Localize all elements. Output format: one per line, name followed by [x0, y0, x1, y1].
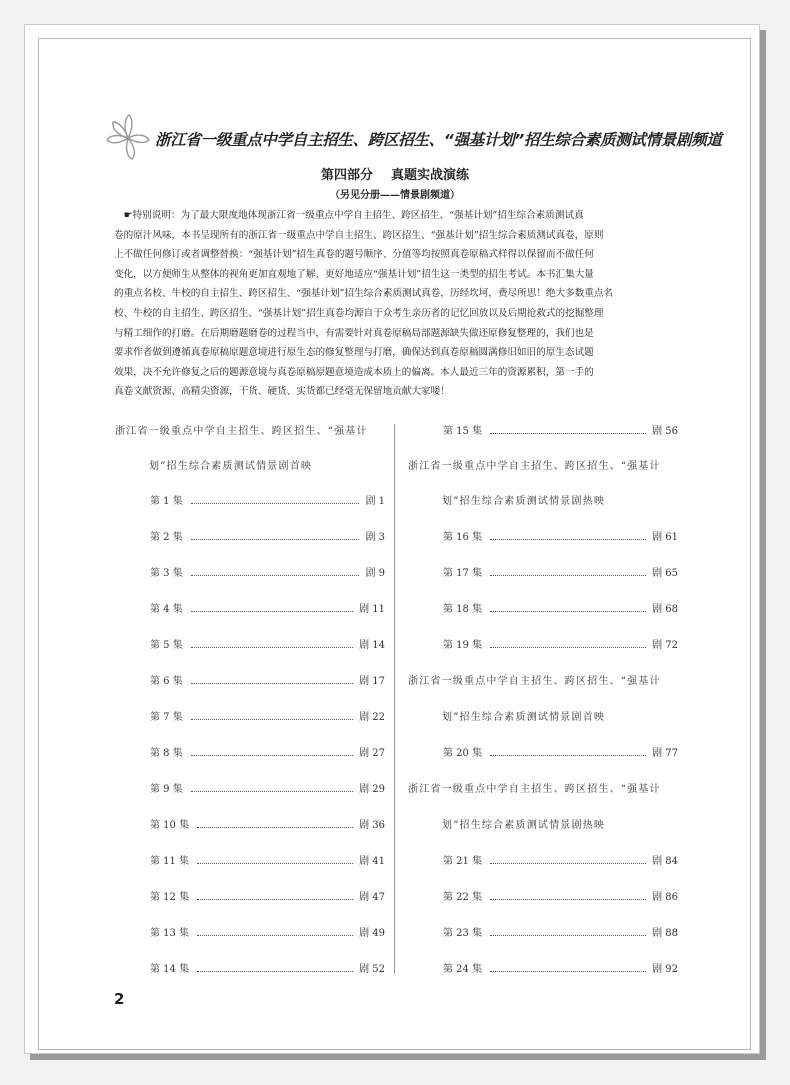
main-title: 浙江省一级重点中学自主招生、跨区招生、“强基计划”招生综合素质测试情景剧频道: [155, 131, 722, 149]
intro-line: 的重点名校、牛校的自主招生、跨区招生、“强基计划”招生综合素质测试真卷，历经坎坷，费尽所思！绝大多数重点名: [114, 288, 614, 300]
toc-section-heading: 划”招生综合素质测试情景剧热映: [442, 820, 606, 831]
toc-entry[interactable]: 第 14 集 剧 52: [150, 964, 385, 975]
toc-section-heading: 划”招生综合素质测试情景剧热映: [442, 496, 606, 507]
page-number: 2: [114, 990, 125, 1008]
toc-entry[interactable]: 第 13 集 剧 49: [150, 928, 385, 939]
toc-entry[interactable]: 第 18 集 剧 68: [443, 604, 678, 615]
toc-entry[interactable]: 第 12 集 剧 47: [150, 892, 385, 903]
toc-entry[interactable]: 第 8 集 剧 27: [150, 748, 385, 759]
intro-line: 上不做任何修订或者调整替换：“强基计划”招生真卷的题号顺序、分值等均按照真卷原稿式样得以保留而不做任何: [114, 249, 594, 261]
toc-entry[interactable]: 第 2 集 剧 3: [150, 532, 385, 543]
flower-icon: [103, 113, 153, 163]
intro-line: 要求作者做到遵循真卷原稿原题意境进行原生态的修复整理与打磨，确保达到真卷原稿圆满修旧如旧的原生态试题: [114, 347, 594, 359]
toc-section-heading: 浙江省一级重点中学自主招生、跨区招生、“强基计: [408, 676, 661, 687]
part-title: 第四部分 真题实战演练: [320, 168, 470, 183]
toc-entry[interactable]: 第 7 集 剧 22: [150, 712, 385, 723]
toc-section-heading: 浙江省一级重点中学自主招生、跨区招生、“强基计: [408, 461, 661, 472]
toc-section-heading: 划”招生综合素质测试情景剧首映: [442, 712, 606, 723]
toc-entry[interactable]: 第 19 集 剧 72: [443, 640, 678, 651]
toc-divider: [394, 424, 395, 974]
toc-entry[interactable]: 第 5 集 剧 14: [150, 640, 385, 651]
intro-line: 与精工细作的打磨。在后期磨题磨卷的过程当中，有需要针对真卷原稿局部题源缺失做还原修复整理的，我们也是: [114, 327, 594, 339]
toc-entry[interactable]: 第 20 集 剧 77: [443, 748, 678, 759]
toc-entry[interactable]: 第 23 集 剧 88: [443, 928, 678, 939]
intro-paragraph: [114, 206, 677, 402]
toc-section-heading: 浙江省一级重点中学自主招生、跨区招生、“强基计: [408, 784, 661, 795]
toc-entry[interactable]: 第 4 集 剧 11: [150, 604, 385, 615]
toc-entry[interactable]: 第 1 集 剧 1: [150, 496, 385, 507]
intro-line: ☛特别说明：为了最大限度地体现浙江省一级重点中学自主招生、跨区招生、“强基计划”招生综合素质测试真: [123, 210, 584, 221]
intro-line: 效果，决不允许修复之后的题源意境与真卷原稿原题意境造成本质上的偏离。本人最近三年的资源累积，第一手的: [114, 366, 594, 378]
toc-entry[interactable]: 第 11 集 剧 41: [150, 856, 385, 867]
toc-section-heading: 划”招生综合素质测试情景剧首映: [149, 461, 313, 472]
toc-entry[interactable]: 第 3 集 剧 9: [150, 568, 385, 579]
toc-entry[interactable]: 第 9 集 剧 29: [150, 784, 385, 795]
intro-line: 校、牛校的自主招生、跨区招生、“强基计划”招生真卷均源自于众考生亲历者的记忆回放以及后期抢救式的挖掘整理: [114, 307, 604, 319]
toc-entry[interactable]: 第 21 集 剧 84: [443, 856, 678, 867]
toc-entry[interactable]: 第 6 集 剧 17: [150, 676, 385, 687]
intro-line: 变化，以方便师生从整体的视角更加直观地了解、更好地适应“强基计划”招生这一类型的招生考试。本书汇集大量: [114, 268, 594, 280]
pointing-hand-icon: ☛: [123, 210, 133, 221]
toc-entry[interactable]: 第 16 集 剧 61: [443, 532, 678, 543]
toc-entry[interactable]: 第 17 集 剧 65: [443, 568, 678, 579]
toc-entry[interactable]: 第 22 集 剧 86: [443, 892, 678, 903]
toc-entry[interactable]: 第 24 集 剧 92: [443, 964, 678, 975]
toc-entry[interactable]: 第 15 集 剧 56: [443, 426, 678, 437]
sub-title: （另见分册——情景剧频道）: [330, 190, 460, 201]
toc-section-heading: 浙江省一级重点中学自主招生、跨区招生、“强基计: [115, 426, 368, 437]
intro-line: 卷的原汁风味，本书呈现所有的浙江省一级重点中学自主招生、跨区招生、“强基计划”招生综合素质测试真卷，原则: [114, 229, 604, 241]
intro-line: 真卷文献资源、高精尖资源，干货、硬货、实货都已经毫无保留地贡献大家喽！: [114, 386, 450, 398]
toc-entry[interactable]: 第 10 集 剧 36: [150, 820, 385, 831]
